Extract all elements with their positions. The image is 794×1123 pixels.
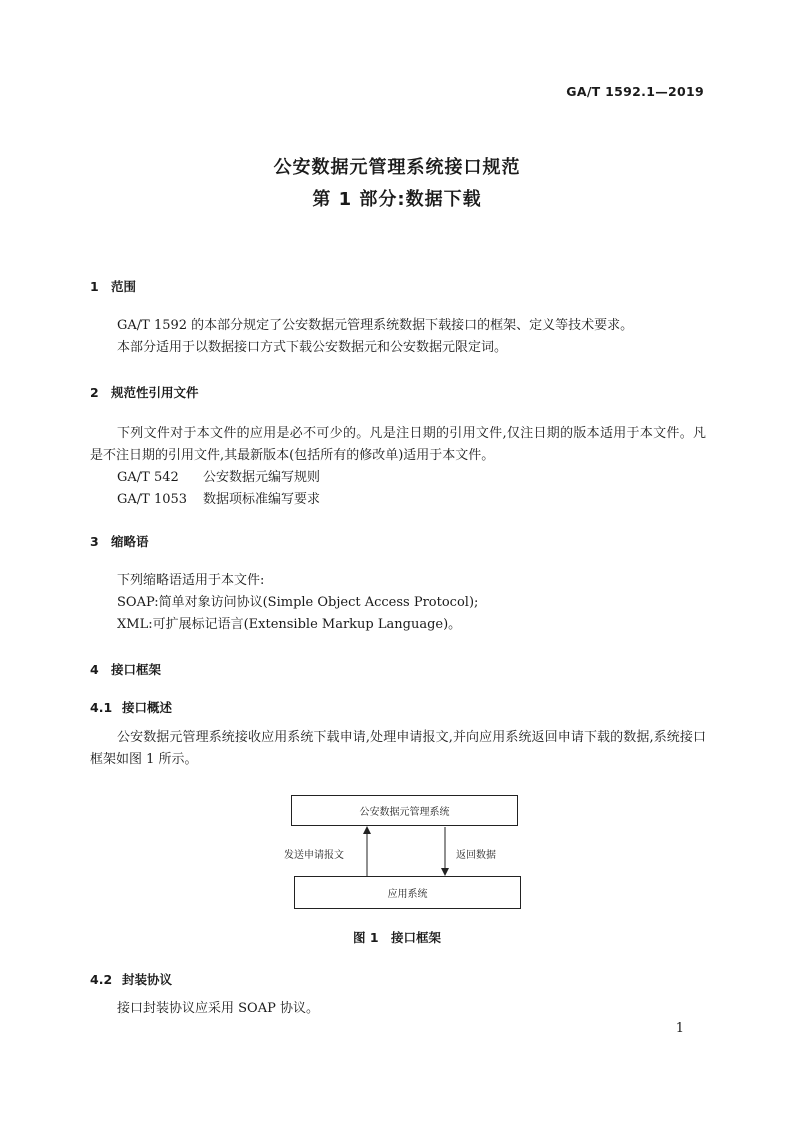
- arrow-down-head-icon: [441, 868, 449, 876]
- section-title: 规范性引用文件: [111, 385, 199, 400]
- section-title: 缩略语: [111, 534, 149, 549]
- section-1-heading: [90, 277, 136, 295]
- section-number: 2: [90, 385, 99, 400]
- section-3-paragraph-1: 下列缩略语适用于本文件:: [117, 573, 265, 588]
- document-subtitle: 第 1 部分:数据下载: [312, 189, 482, 210]
- reference-code: GA/T 1053: [117, 492, 188, 507]
- section-1-paragraph-2: 本部分适用于以数据接口方式下载公安数据元和公安数据元限定词。: [117, 340, 508, 355]
- section-2-paragraph-1: 下列文件对于本文件的应用是必不可少的。凡是注日期的引用文件,仅注日期的版本适用于本文件。凡是不注日期的引用文件,其最新版本(包括所有的修改单)适用于本文件。: [90, 426, 706, 463]
- reference-title: 数据项标准编写要求: [203, 492, 321, 507]
- figure-caption: 图 1 接口框架: [352, 930, 442, 945]
- section-4-heading: [90, 660, 161, 678]
- document-title: 公安数据元管理系统接口规范: [273, 157, 521, 178]
- section-number: 3: [90, 534, 99, 549]
- diagram-box-management-system: 公安数据元管理系统: [291, 795, 518, 826]
- page-number: 1: [675, 1021, 684, 1036]
- section-3-heading: [90, 532, 149, 550]
- section-4-2-paragraph-1: 接口封装协议应采用 SOAP 协议。: [117, 1001, 319, 1016]
- section-number: 4: [90, 662, 99, 677]
- abbreviation-soap: SOAP:简单对象访问协议(Simple Object Access Protocol);: [117, 595, 479, 610]
- diagram-arrows: [350, 824, 460, 878]
- abbreviation-xml: XML:可扩展标记语言(Extensible Markup Language)。: [117, 617, 462, 632]
- section-number: 1: [90, 279, 99, 294]
- standard-code: GA/T 1592.1—2019: [566, 84, 704, 99]
- section-title: 接口框架: [111, 662, 162, 677]
- section-number: 4.1: [90, 700, 113, 715]
- arrow-up-head-icon: [363, 826, 371, 834]
- section-title: 封装协议: [122, 972, 173, 987]
- section-4-2-heading: [90, 970, 172, 988]
- section-4-1-paragraph-1: 公安数据元管理系统接收应用系统下载申请,处理申请报文,并向应用系统返回申请下载的数据,系统接口框架如图 1 所示。: [90, 730, 706, 767]
- arrow-label-send-request: 发送申请报文: [284, 850, 344, 861]
- section-4-1-heading: [90, 698, 172, 716]
- diagram-box-application-system: 应用系统: [294, 876, 521, 909]
- section-number: 4.2: [90, 972, 113, 987]
- section-title: 范围: [111, 279, 137, 294]
- reference-code: GA/T 542: [117, 470, 179, 485]
- arrow-label-return-data: 返回数据: [456, 850, 496, 861]
- section-1-paragraph-1: GA/T 1592 的本部分规定了公安数据元管理系统数据下载接口的框架、定义等技术要求。: [117, 318, 634, 333]
- normative-reference: [117, 467, 320, 489]
- section-2-heading: [90, 383, 199, 401]
- normative-reference: [117, 489, 320, 511]
- section-title: 接口概述: [122, 700, 173, 715]
- reference-title: 公安数据元编写规则: [203, 470, 321, 485]
